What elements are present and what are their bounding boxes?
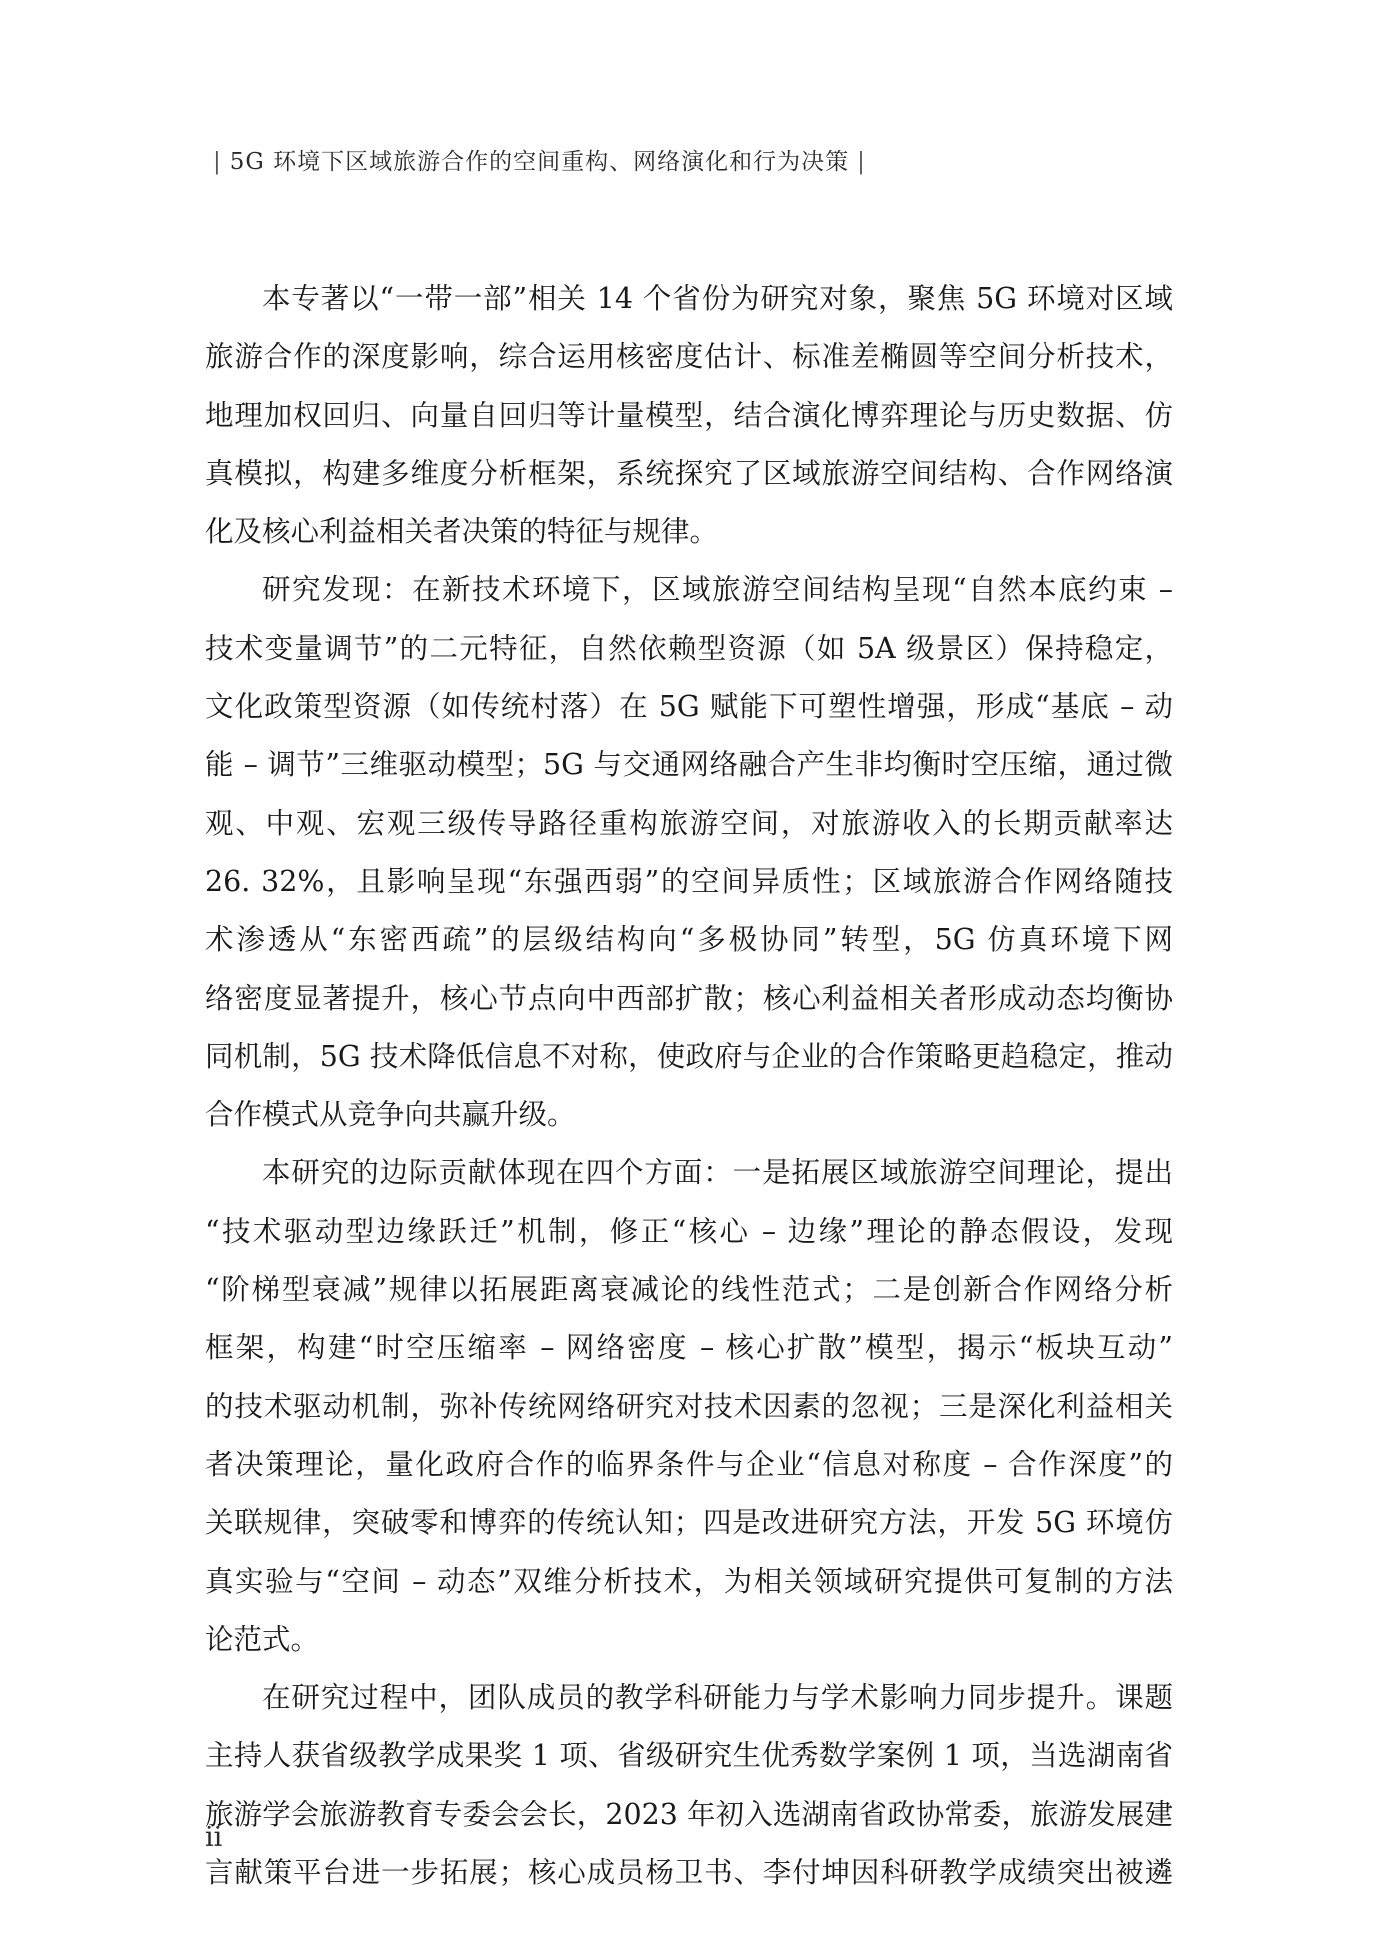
text-line: 地理加权回归、向量自回归等计量模型，结合演化博弈理论与历史数据、仿	[205, 398, 1173, 432]
running-header	[205, 143, 874, 176]
text-line: 文化政策型资源（如传统村落）在 5G 赋能下可塑性增强，形成“基底 – 动	[205, 690, 1173, 724]
text-line: “技术驱动型边缘跃迁”机制，修正“核心 – 边缘”理论的静态假设，发现	[205, 1214, 1173, 1248]
text-line: 观、中观、宏观三级传导路径重构旅游空间，对旅游收入的长期贡献率达	[205, 806, 1173, 840]
text-line: 言献策平台进一步拓展；核心成员杨卫书、李付坤因科研教学成绩突出被遴	[205, 1856, 1173, 1890]
text-line: 旅游学会旅游教育专委会会长，2023 年初入选湖南省政协常委，旅游发展建	[205, 1797, 1173, 1831]
header-divider-left: |	[213, 149, 222, 175]
body-text	[205, 270, 1173, 1902]
text-line: 关联规律，突破零和博弈的传统认知；四是改进研究方法，开发 5G 环境仿	[205, 1506, 1173, 1540]
text-line: 能 – 调节”三维驱动模型；5G 与交通网络融合产生非均衡时空压缩，通过微	[205, 748, 1173, 782]
text-line: 者决策理论，量化政府合作的临界条件与企业“信息对称度 – 合作深度”的	[205, 1447, 1173, 1481]
text-line: “阶梯型衰减”规律以拓展距离衰减论的线性范式；二是创新合作网络分析	[205, 1273, 1173, 1307]
text-line: 的技术驱动机制，弥补传统网络研究对技术因素的忽视；三是深化利益相关	[205, 1389, 1173, 1423]
text-line: 旅游合作的深度影响，综合运用核密度估计、标准差椭圆等空间分析技术，	[205, 340, 1173, 374]
text-line: 本研究的边际贡献体现在四个方面：一是拓展区域旅游空间理论，提出	[262, 1156, 1173, 1190]
text-line: 主持人获省级教学成果奖 1 项、省级研究生优秀数学案例 1 项，当选湖南省	[205, 1739, 1173, 1773]
text-line: 同机制，5G 技术降低信息不对称，使政府与企业的合作策略更趋稳定，推动	[205, 1039, 1173, 1073]
text-line: 在研究过程中，团队成员的教学科研能力与学术影响力同步提升。课题	[262, 1681, 1173, 1715]
text-line: 合作模式从竞争向共赢升级。	[205, 1098, 576, 1132]
text-line: 框架，构建“时空压缩率 – 网络密度 – 核心扩散”模型，揭示“板块互动”	[205, 1331, 1173, 1365]
text-line: 26. 32%，且影响呈现“东强西弱”的空间异质性；区域旅游合作网络随技	[205, 864, 1173, 898]
page-number: ii	[205, 1822, 223, 1853]
text-line: 真模拟，构建多维度分析框架，系统探究了区域旅游空间结构、合作网络演	[205, 456, 1173, 490]
text-line: 研究发现：在新技术环境下，区域旅游空间结构呈现“自然本底约束 –	[262, 573, 1173, 607]
text-line: 本专著以“一带一部”相关 14 个省份为研究对象，聚焦 5G 环境对区域	[262, 282, 1173, 315]
text-line: 络密度显著提升，核心节点向中西部扩散；核心利益相关者形成动态均衡协	[205, 981, 1173, 1015]
text-line: 化及核心利益相关者决策的特征与规律。	[205, 515, 719, 549]
text-line: 技术变量调节”的二元特征，自然依赖型资源（如 5A 级景区）保持稳定，	[205, 631, 1173, 665]
text-line: 真实验与“空间 – 动态”双维分析技术，为相关领域研究提供可复制的方法	[205, 1564, 1173, 1598]
text-line: 论范式。	[205, 1622, 320, 1656]
header-divider-right: |	[857, 149, 866, 175]
text-line: 术渗透从“东密西疏”的层级结构向“多极协同”转型，5G 仿真环境下网	[205, 923, 1173, 957]
running-header-title: 5G 环境下区域旅游合作的空间重构、网络演化和行为决策	[229, 149, 850, 175]
